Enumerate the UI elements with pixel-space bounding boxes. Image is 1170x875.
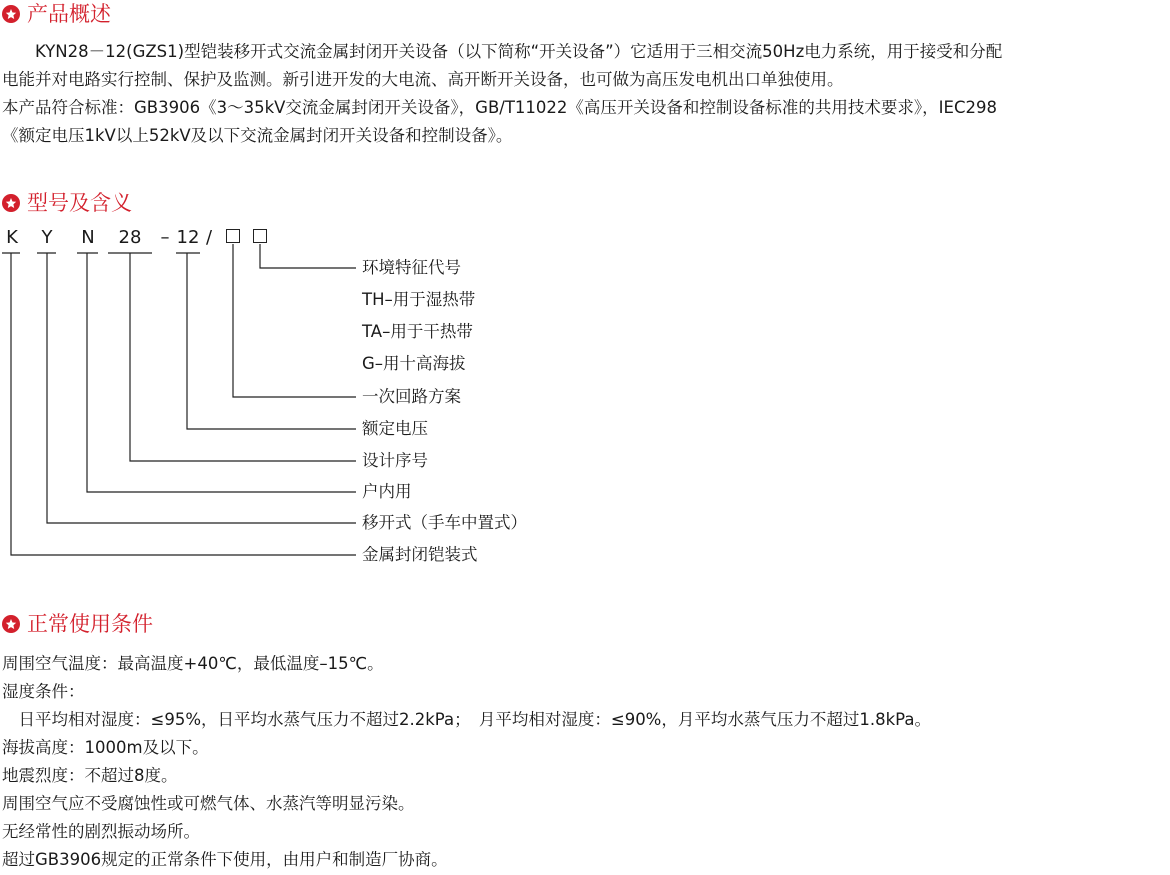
model-label-scheme: 一次回路方案 (362, 387, 461, 406)
model-code-dash: – (160, 227, 170, 248)
model-label-g: G–用十高海拔 (362, 354, 466, 373)
model-label-metal-enclosed: 金属封闭铠装式 (362, 545, 478, 564)
model-label-design-number: 设计序号 (362, 451, 428, 470)
model-code-letter-k: K (6, 227, 18, 248)
model-label-environment: 环境特征代号 (362, 258, 461, 277)
model-label-withdrawable: 移开式（手车中置式） (362, 513, 527, 532)
model-code-letter-n: N (81, 227, 95, 248)
condition-line: 海拔高度：1000m及以下。 (2, 738, 209, 757)
model-label-voltage: 额定电压 (362, 419, 428, 438)
condition-line: 日平均相对湿度：≤95%，日平均水蒸气压力不超过2.2kPa； 月平均相对湿度：≤90%，月平均水蒸气压力不超过1.8kPa。 (2, 710, 931, 729)
model-code-design-number: 28 (118, 227, 142, 248)
model-code-letter-y: Y (41, 227, 53, 248)
overview-paragraph-line: 本产品符合标准：GB3906《3～35kV交流金属封闭开关设备》，GB/T11022《高压开关设备和控制设备标准的共用技术要求》，IEC298 (2, 98, 997, 117)
model-label-ta: TA–用于干热带 (362, 322, 473, 341)
overview-paragraph-line: KYN28－12(GZS1)型铠装移开式交流金属封闭开关设备（以下简称“开关设备”）它适用于三相交流50Hz电力系统，用于接受和分配 (2, 42, 1003, 61)
section-title-text: 型号及含义 (27, 191, 132, 215)
model-label-th: TH–用于湿热带 (362, 290, 476, 309)
overview-paragraph-line: 电能并对电路实行控制、保护及监测。新引进开发的大电流、高开断开关设备，也可做为高压发电机出口单独使用。 (2, 70, 844, 89)
condition-line: 地震烈度：不超过8度。 (2, 766, 178, 785)
model-code-voltage: 12 (176, 227, 200, 248)
condition-line: 超过GB3906规定的正常条件下使用，由用户和制造厂协商。 (2, 850, 448, 869)
condition-line: 无经常性的剧烈振动场所。 (2, 822, 200, 841)
star-badge-icon (2, 615, 20, 633)
section-title-text: 正常使用条件 (27, 612, 153, 636)
condition-line: 湿度条件： (2, 682, 85, 701)
overview-paragraph-line: 《额定电压1kV以上52kV及以下交流金属封闭开关设备和控制设备》。 (2, 126, 513, 145)
model-code-slash: / (205, 227, 213, 248)
section-title-text: 产品概述 (27, 2, 111, 26)
condition-line: 周围空气温度：最高温度+40℃，最低温度–15℃。 (2, 654, 384, 673)
condition-line: 周围空气应不受腐蚀性或可燃气体、水蒸汽等明显污染。 (2, 794, 415, 813)
section-title-conditions (2, 610, 153, 638)
model-label-indoor: 户内用 (362, 482, 412, 501)
